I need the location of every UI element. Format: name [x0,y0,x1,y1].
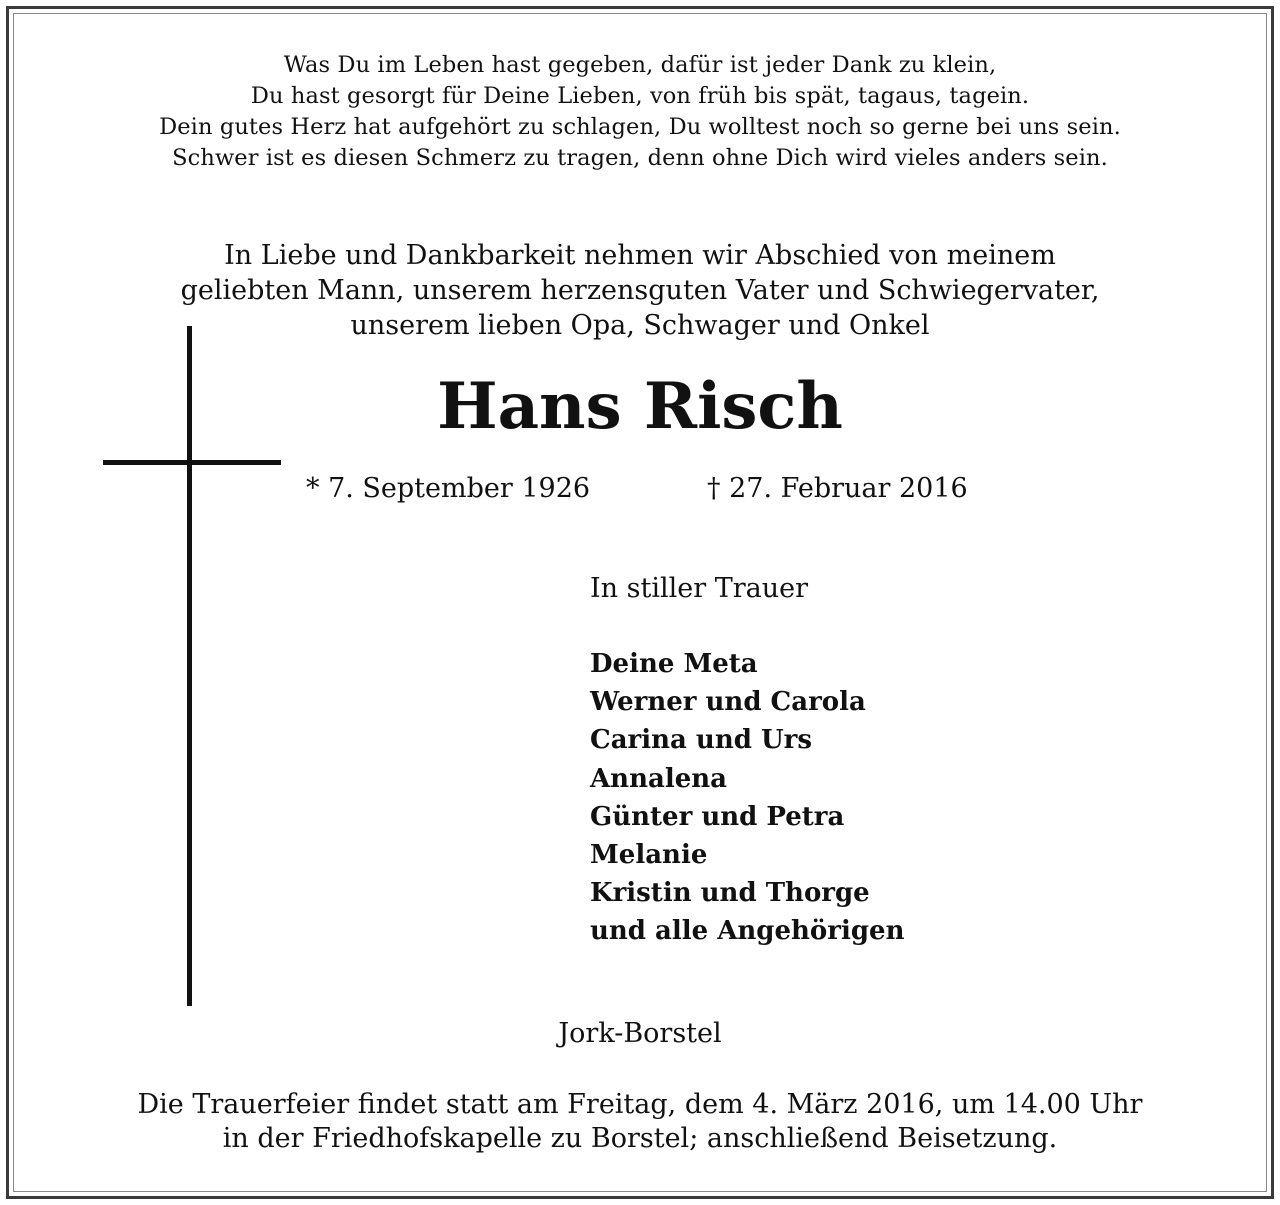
death-date: † 27. Februar 2016 [707,473,968,504]
memorial-verse [0,50,1280,174]
mourner-name: Annalena [590,763,727,794]
intro-line: unserem lieben Opa, Schwager und Onkel [350,310,930,341]
service-line: Die Trauerfeier findet statt am Freitag, dem 4. März 2016, um 14.00 Uhr [137,1089,1143,1120]
birth-date: * 7. September 1926 [306,473,591,504]
intro-line: geliebten Mann, unserem herzensguten Vater und Schwiegervater, [180,275,1100,306]
service-line: in der Friedhofskapelle zu Borstel; anschließend Beisetzung. [222,1123,1058,1154]
mourner-name: Werner und Carola [590,687,866,718]
cross-icon-horizontal-bar [103,460,281,465]
funeral-service-notice [0,1088,1280,1156]
farewell-intro [0,238,1280,343]
deceased-name: Hans Risch [437,369,843,444]
verse-line: Schwer ist es diesen Schmerz zu tragen, denn ohne Dich wird vieles anders sein. [172,145,1108,171]
mourner-name: Günter und Petra [590,801,845,832]
place-name: Jork-Borstel [558,1018,722,1049]
mourners-list [590,645,904,951]
intro-line: In Liebe und Dankbarkeit nehmen wir Abschied von meinem [224,240,1056,271]
mourner-name: Deine Meta [590,649,758,679]
mourner-name: Melanie [590,840,708,871]
mourner-name: Carina und Urs [590,725,812,756]
verse-line: Du hast gesorgt für Deine Lieben, von früh bis spät, tagaus, tagein. [250,83,1030,109]
mourner-name: und alle Angehörigen [590,916,905,947]
verse-line: Was Du im Leben hast gegeben, dafür ist jeder Dank zu klein, [283,52,997,78]
verse-line: Dein gutes Herz hat aufgehört zu schlagen, Du wolltest noch so gerne bei uns sein. [159,114,1121,140]
mourning-label: In stiller Trauer [590,573,809,604]
mourner-name: Kristin und Thorge [590,878,870,909]
